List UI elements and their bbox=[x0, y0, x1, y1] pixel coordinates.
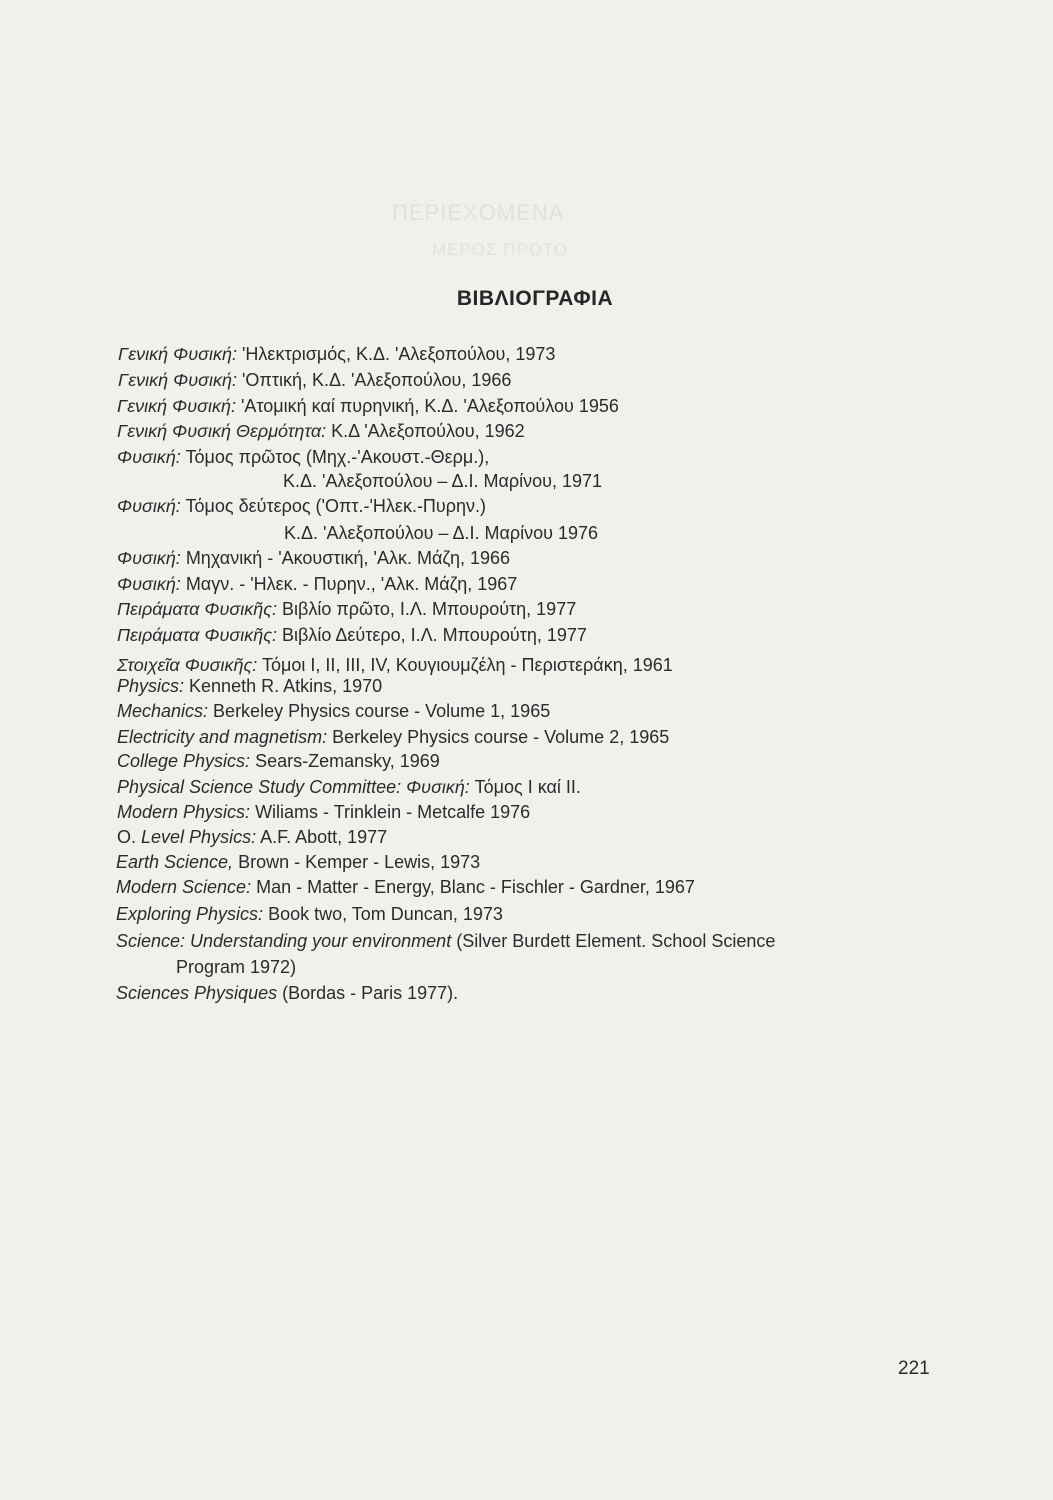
bibliography-entry bbox=[284, 522, 598, 544]
entry-italic-title: Level Physics: bbox=[141, 827, 257, 847]
bibliography-entry bbox=[116, 876, 695, 898]
entry-text: Program 1972) bbox=[176, 957, 297, 977]
bibliography-entry bbox=[117, 776, 581, 798]
entry-italic-title: Γενική Φυσική: bbox=[118, 370, 237, 390]
bibliography-entry bbox=[117, 420, 525, 442]
entry-italic-title: Modern Physics: bbox=[117, 802, 251, 822]
entry-italic-title: Φυσική: bbox=[117, 447, 181, 467]
entry-italic-title: Mechanics: bbox=[117, 701, 209, 721]
bibliography-entry bbox=[117, 547, 510, 569]
entry-italic-title: Sciences Physiques bbox=[116, 983, 278, 1003]
bibliography-entry bbox=[117, 495, 486, 517]
bibliography-entry bbox=[118, 343, 555, 365]
entry-italic-title: Πειράματα Φυσικῆς: bbox=[117, 599, 277, 619]
entry-italic-title: Modern Science: bbox=[116, 877, 252, 897]
entry-text: (Silver Burdett Element. School Science bbox=[451, 931, 776, 951]
entry-italic-title: Γενική Φυσική: bbox=[117, 396, 236, 416]
entry-text: Wiliams - Trinklein - Metcalfe 1976 bbox=[250, 802, 531, 822]
entry-text: O. bbox=[117, 827, 142, 847]
bibliography-entry bbox=[118, 369, 511, 391]
entry-text: Book two, Tom Duncan, 1973 bbox=[263, 904, 503, 924]
entry-text: Τόμοι Ι, ΙΙ, ΙΙΙ, ΙV, Κουγιουμζέλη - Περιστεράκη, 1961 bbox=[257, 655, 673, 675]
bibliography-entry bbox=[117, 598, 576, 620]
entry-italic-title: Physics: bbox=[117, 676, 185, 696]
entry-text: (Bordas - Paris 1977). bbox=[277, 983, 459, 1003]
entry-text: Μηχανική - 'Ακουστική, 'Αλκ. Μάζη, 1966 bbox=[180, 548, 511, 568]
entry-text: Τόμος πρῶτος (Μηχ.-'Ακουστ.-Θερμ.), bbox=[180, 447, 490, 467]
bibliography-entry bbox=[117, 801, 530, 823]
entry-italic-title: Φυσική: bbox=[117, 574, 181, 594]
entry-italic-title: Γενική Φυσική: bbox=[118, 344, 237, 364]
entry-italic-title: Exploring Physics: bbox=[116, 904, 264, 924]
entry-text: 'Οπτική, Κ.Δ. 'Αλεξοπούλου, 1966 bbox=[236, 370, 512, 390]
bibliography-entry bbox=[117, 395, 619, 417]
bibliography-entry bbox=[117, 726, 669, 748]
entry-text: Βιβλίο Δεύτερο, Ι.Λ. Μπουρούτη, 1977 bbox=[276, 625, 587, 645]
entry-text: 'Ατομική καί πυρηνική, Κ.Δ. 'Αλεξοπούλου 1956 bbox=[235, 396, 619, 416]
bibliography-entry bbox=[117, 654, 673, 676]
entry-italic-title: Electricity and magnetism: bbox=[117, 727, 328, 747]
bibliography-entry bbox=[117, 750, 440, 772]
entry-text: Βιβλίο πρῶτο, Ι.Λ. Μπουρούτη, 1977 bbox=[276, 599, 577, 619]
entry-italic-title: Physical Science Study Committee: Φυσική: bbox=[117, 777, 470, 797]
entry-text: Man - Matter - Energy, Blanc - Fischler - Gardner, 1967 bbox=[251, 877, 695, 897]
entry-italic-title: College Physics: bbox=[117, 751, 251, 771]
bleed-through-subheading: ΜΕΡΟΣ ΠΡΩΤΟ bbox=[432, 240, 568, 259]
bibliography-entry bbox=[117, 624, 587, 646]
bibliography-entry bbox=[116, 930, 775, 952]
entry-text: Berkeley Physics course - Volume 1, 1965 bbox=[208, 701, 551, 721]
entry-text: Τόμος Ι καί ΙΙ. bbox=[469, 777, 581, 797]
bibliography-entry bbox=[117, 700, 550, 722]
entry-text: Kenneth R. Atkins, 1970 bbox=[184, 676, 383, 696]
bibliography-entry bbox=[176, 956, 296, 978]
entry-italic-title: Φυσική: bbox=[117, 548, 181, 568]
page-number: 221 bbox=[898, 1358, 930, 1379]
entry-text: Μαγν. - 'Ηλεκ. - Πυρην., 'Αλκ. Μάζη, 1967 bbox=[180, 574, 518, 594]
entry-italic-title: Φυσική: bbox=[117, 496, 181, 516]
entry-text: Sears-Zemansky, 1969 bbox=[250, 751, 440, 771]
entry-text: Τόμος δεύτερος ('Οπτ.-'Ηλεκ.-Πυρην.) bbox=[180, 496, 487, 516]
bibliography-entry bbox=[117, 446, 489, 468]
bibliography-entry bbox=[117, 675, 382, 697]
entry-italic-title: Earth Science, bbox=[116, 852, 234, 872]
bibliography-entry bbox=[116, 851, 480, 873]
bibliography-entry bbox=[116, 982, 458, 1004]
entry-italic-title: Στοιχεῖα Φυσικῆς: bbox=[117, 655, 258, 675]
entry-text: Brown - Kemper - Lewis, 1973 bbox=[233, 852, 481, 872]
entry-italic-title: Science: Understanding your environment bbox=[116, 931, 452, 951]
bleed-through-heading: ΠΕΡΙΕΧΟΜΕΝΑ bbox=[392, 200, 565, 225]
entry-text: Berkeley Physics course - Volume 2, 1965 bbox=[327, 727, 670, 747]
entry-text: 'Ηλεκτρισμός, Κ.Δ. 'Αλεξοπούλου, 1973 bbox=[236, 344, 556, 364]
entry-text: Κ.Δ. 'Αλεξοπούλου – Δ.Ι. Μαρίνου 1976 bbox=[284, 523, 599, 543]
bibliography-entry bbox=[117, 573, 517, 595]
bibliography-entry bbox=[117, 826, 387, 848]
bibliography-entry bbox=[283, 470, 602, 492]
entry-italic-title: Πειράματα Φυσικῆς: bbox=[117, 625, 277, 645]
entry-text: Κ.Δ. 'Αλεξοπούλου – Δ.Ι. Μαρίνου, 1971 bbox=[283, 471, 603, 491]
bibliography-entry bbox=[116, 903, 503, 925]
entry-text: Κ.Δ 'Αλεξοπούλου, 1962 bbox=[326, 421, 525, 441]
entry-italic-title: Γενική Φυσική Θερμότητα: bbox=[117, 421, 327, 441]
entry-text: A.F. Abott, 1977 bbox=[256, 827, 388, 847]
bibliography-title: ΒΙΒΛΙΟΓΡΑΦΙΑ bbox=[456, 287, 614, 310]
